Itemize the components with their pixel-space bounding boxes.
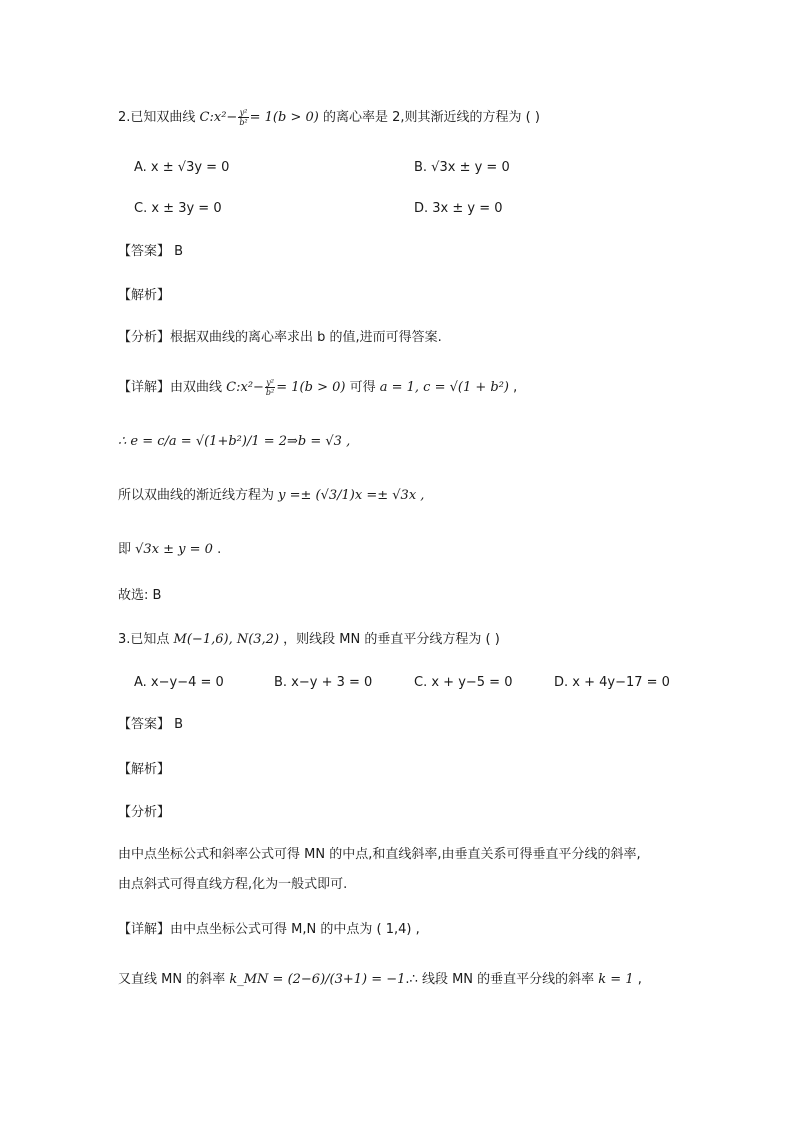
q2-asymptote-line	[118, 486, 424, 506]
q2-stem-text2: 的离心率是 2,则其渐近线的方程为 ( )	[318, 110, 540, 125]
fenxi-text: 根据双曲线的离心率求出 b 的值,进而可得答案.	[170, 330, 442, 345]
q2-fenxi	[118, 328, 442, 348]
q2-stem-text: 2.已知双曲线	[118, 110, 200, 125]
detail-text: 由中点坐标公式可得 M,N 的中点为 ( 1,4) ,	[170, 922, 420, 937]
q3-stem	[118, 630, 500, 650]
asymptote-eq: y =± (√3/1)x =± √3x ,	[278, 488, 425, 503]
ji-eq: √3x ± y = 0	[135, 542, 213, 557]
q3-answer	[118, 715, 183, 735]
slope-text2: .∴ 线段 MN 的垂直平分线的斜率	[405, 972, 599, 987]
q3-option-a: A. x−y−4 = 0	[134, 675, 224, 690]
q2-choose: 故选: B	[118, 588, 162, 603]
fraction-denominator: b²	[239, 118, 248, 127]
fraction-denominator: b²	[265, 388, 275, 397]
q2-option-d: D. 3x ± y = 0	[414, 201, 503, 216]
q3-stem-text2: ，则线段 MN 的垂直平分线方程为 ( )	[279, 632, 500, 647]
q2-stem-eq: C:x²−	[199, 110, 238, 125]
q2-option-a: A. x ± √3y = 0	[134, 160, 230, 175]
slope-eq: k_MN = (2−6)/(3+1) = −1	[229, 972, 406, 987]
q3-option-d: D. x + 4y−17 = 0	[554, 675, 670, 690]
fraction-numerator: y²	[266, 378, 274, 387]
fenxi-label: 【分析】	[118, 330, 171, 345]
slope-text: 又直线 MN 的斜率	[118, 972, 230, 987]
q2-answer	[118, 242, 183, 262]
q3-fenxi-text-1: 由中点坐标公式和斜率公式可得 MN 的中点,和直线斜率,由垂直关系可得垂直平分线的斜率,	[118, 847, 641, 862]
q2-detail	[118, 378, 517, 398]
q3-fenxi-label: 【分析】	[118, 805, 171, 820]
q2-option-c: C. x ± 3y = 0	[134, 201, 222, 216]
asymptote-text: 所以双曲线的渐近线方程为	[118, 488, 279, 503]
ji-text: 即	[118, 542, 136, 557]
detail-text: 由双曲线	[170, 380, 227, 395]
ji-end: .	[212, 542, 222, 557]
q3-stem-points: M(−1,6), N(3,2)	[173, 632, 280, 647]
detail-eq2: = 1(b > 0)	[276, 380, 346, 395]
detail-label: 【详解】	[118, 380, 171, 395]
q2-eccentricity-line: ∴ e = c/a = √(1+b²)/1 = 2⇒b = √3 ,	[118, 434, 351, 449]
detail-eq: C:x²−	[226, 380, 264, 395]
q2-analysis-label: 【解析】	[118, 288, 171, 303]
q2-stem	[118, 108, 540, 128]
fraction-numerator: y²	[239, 108, 248, 117]
q3-analysis-label: 【解析】	[118, 762, 171, 777]
detail-label: 【详解】	[118, 922, 171, 937]
slope-end: ,	[633, 972, 642, 987]
q3-stem-text: 3.已知点	[118, 632, 174, 647]
answer-label: 【答案】	[118, 717, 171, 732]
answer-label: 【答案】	[118, 244, 171, 259]
answer-value: B	[174, 717, 184, 732]
q2-ji-line	[118, 540, 221, 560]
detail-fraction	[265, 378, 275, 397]
q3-fenxi-text-2: 由点斜式可得直线方程,化为一般式即可.	[118, 877, 348, 892]
answer-value: B	[174, 244, 184, 259]
q2-stem-eq2: = 1(b > 0)	[249, 110, 319, 125]
q3-option-c: C. x + y−5 = 0	[414, 675, 513, 690]
q3-detail	[118, 920, 420, 940]
q3-option-b: B. x−y + 3 = 0	[274, 675, 373, 690]
q2-option-b: B. √3x ± y = 0	[414, 160, 510, 175]
q2-stem-fraction	[238, 108, 248, 127]
detail-text2: 可得	[345, 380, 380, 395]
slope-k: k = 1	[598, 972, 634, 987]
detail-ac: a = 1, c = √(1 + b²)	[379, 380, 509, 395]
detail-end: ,	[509, 380, 518, 395]
q3-slope-line	[118, 970, 642, 990]
